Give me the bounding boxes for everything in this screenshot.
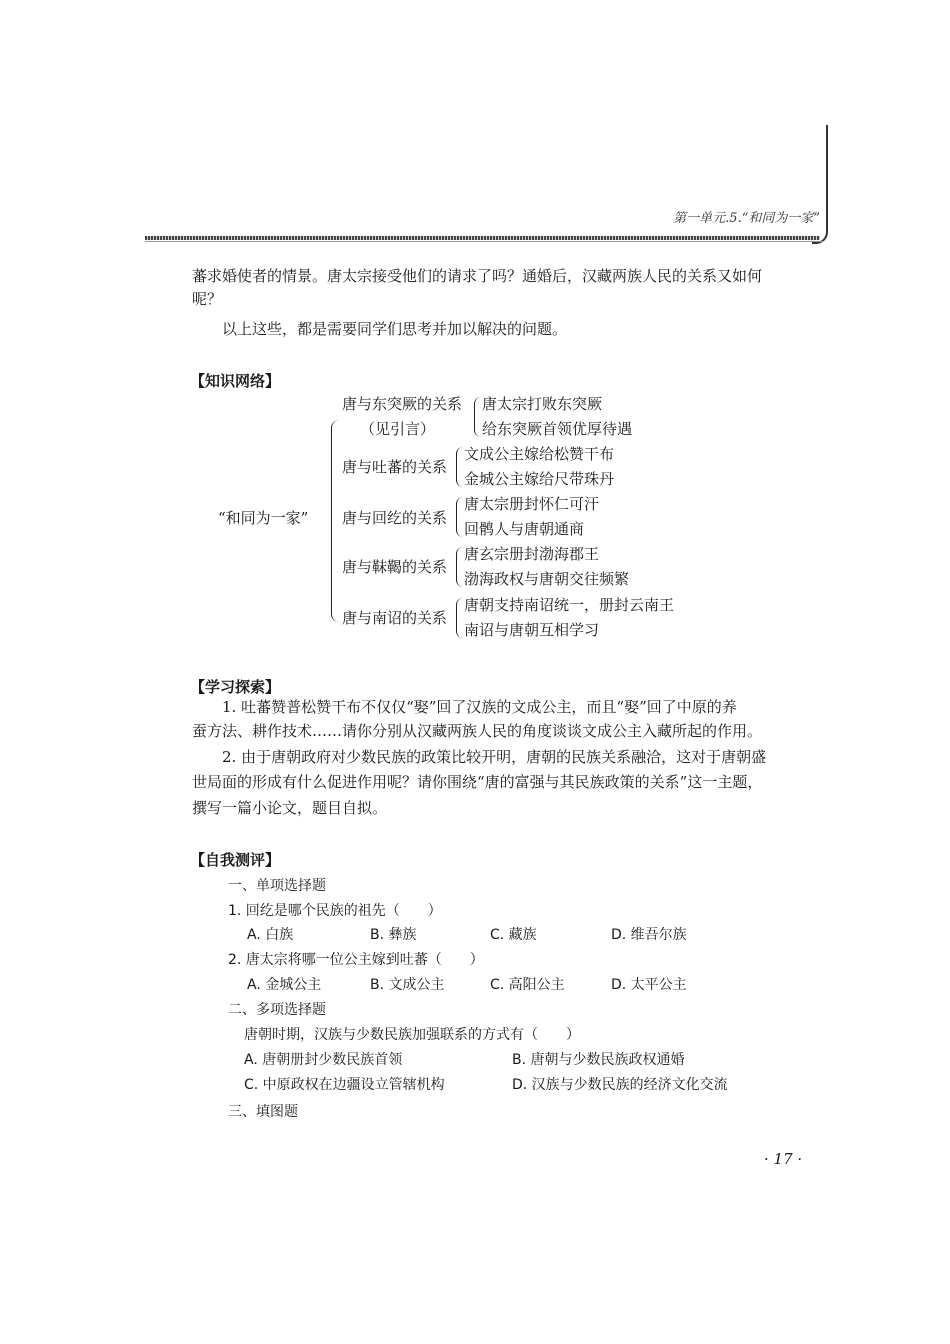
branch-3-label: 唐与回纥的关系 (342, 509, 448, 527)
branch-3-item-2: 回鹘人与唐朝通商 (464, 520, 585, 538)
explore-q2-line-2: 世局面的形成有什么促进作用呢？请你围绕“唐的富强与其民族政策的关系”这一主题， (192, 773, 763, 791)
explore-q1-line-2: 蚕方法、耕作技术……请你分别从汉藏两族人民的角度谈谈文成公主入藏所起的作用。 (192, 722, 763, 740)
branch-4-brace (456, 547, 463, 587)
selftest-part-2: 二、多项选择题 (228, 1002, 326, 1018)
q1-option-b: B. 彝族 (370, 927, 417, 943)
branch-5-label: 唐与南诏的关系 (342, 609, 448, 627)
q1-option-d: D. 维吾尔族 (611, 927, 687, 943)
intro-line-1: 蕃求婚使者的情景。唐太宗接受他们的请求了吗？通婚后，汉藏两族人民的关系又如何 (192, 267, 763, 285)
tree-root: “和同为一家” (218, 509, 309, 527)
branch-2-item-2: 金城公主嫁给尺带珠丹 (464, 470, 615, 488)
header-rule (145, 236, 820, 240)
header-rule-thin (145, 241, 823, 242)
branch-5-brace (456, 598, 463, 638)
q2-option-d: D. 太平公主 (611, 977, 687, 993)
running-header: 第一单元.5.“和同为一家” (673, 211, 820, 226)
q2-option-c: C. 高阳公主 (490, 977, 565, 993)
explore-heading: 【学习探索】 (190, 678, 281, 696)
branch-2-brace (456, 447, 463, 487)
branch-1-brace (474, 397, 481, 437)
selftest-heading: 【自我测评】 (190, 851, 281, 869)
branch-2-item-1: 文成公主嫁给松赞干布 (464, 445, 615, 463)
explore-q2-line-3: 撰写一篇小论文，题目自拟。 (192, 799, 388, 817)
q1-option-c: C. 藏族 (490, 927, 537, 943)
mq-option-d: D. 汉族与少数民族的经济文化交流 (512, 1077, 728, 1093)
branch-5-item-1: 唐朝支持南诏统一，册封云南王 (464, 596, 675, 614)
branch-2-label: 唐与吐蕃的关系 (342, 458, 448, 476)
branch-5-item-2: 南诏与唐朝互相学习 (464, 621, 600, 639)
branch-4-item-2: 渤海政权与唐朝交往频繁 (464, 570, 630, 588)
intro-line-2: 呢？ (192, 290, 223, 308)
mq-option-b: B. 唐朝与少数民族政权通婚 (512, 1052, 685, 1068)
header-decoration (812, 125, 828, 244)
branch-1-item-1: 唐太宗打败东突厥 (482, 395, 603, 413)
selftest-q2: 2. 唐太宗将哪一位公主嫁到吐蕃（ ） (228, 952, 484, 968)
selftest-part-1: 一、单项选择题 (228, 878, 326, 894)
intro-line-3: 以上这些，都是需要同学们思考并加以解决的问题。 (222, 320, 568, 338)
branch-3-item-1: 唐太宗册封怀仁可汗 (464, 495, 600, 513)
explore-q2-line-1: 2. 由于唐朝政府对少数民族的政策比较开明，唐朝的民族关系融洽，这对于唐朝盛 (222, 748, 767, 766)
mq-option-c: C. 中原政权在边疆设立管辖机构 (244, 1077, 445, 1093)
q2-option-b: B. 文成公主 (370, 977, 445, 993)
knowledge-heading: 【知识网络】 (190, 372, 281, 390)
selftest-q1: 1. 回纥是哪个民族的祖先（ ） (228, 903, 442, 919)
page-number: · 17 · (764, 1150, 803, 1168)
selftest-mq: 唐朝时期，汉族与少数民族加强联系的方式有（ ） (244, 1027, 580, 1043)
mq-option-a: A. 唐朝册封少数民族首领 (244, 1052, 403, 1068)
selftest-part-3: 三、填图题 (228, 1104, 298, 1120)
q2-option-a: A. 金城公主 (247, 977, 322, 993)
q1-option-a: A. 白族 (247, 927, 294, 943)
branch-1-label: 唐与东突厥的关系 (342, 395, 463, 413)
root-brace (331, 420, 340, 622)
explore-q1-line-1: 1. 吐蕃赞普松赞干布不仅仅“娶”回了汉族的文成公主，而且“娶”回了中原的养 (222, 698, 737, 716)
branch-4-item-1: 唐玄宗册封渤海郡王 (464, 545, 600, 563)
branch-4-label: 唐与靺鞨的关系 (342, 558, 448, 576)
branch-1-item-2: 给东突厥首领优厚待遇 (482, 420, 633, 438)
branch-3-brace (456, 497, 463, 537)
branch-1-sublabel: （见引言） (360, 420, 436, 438)
